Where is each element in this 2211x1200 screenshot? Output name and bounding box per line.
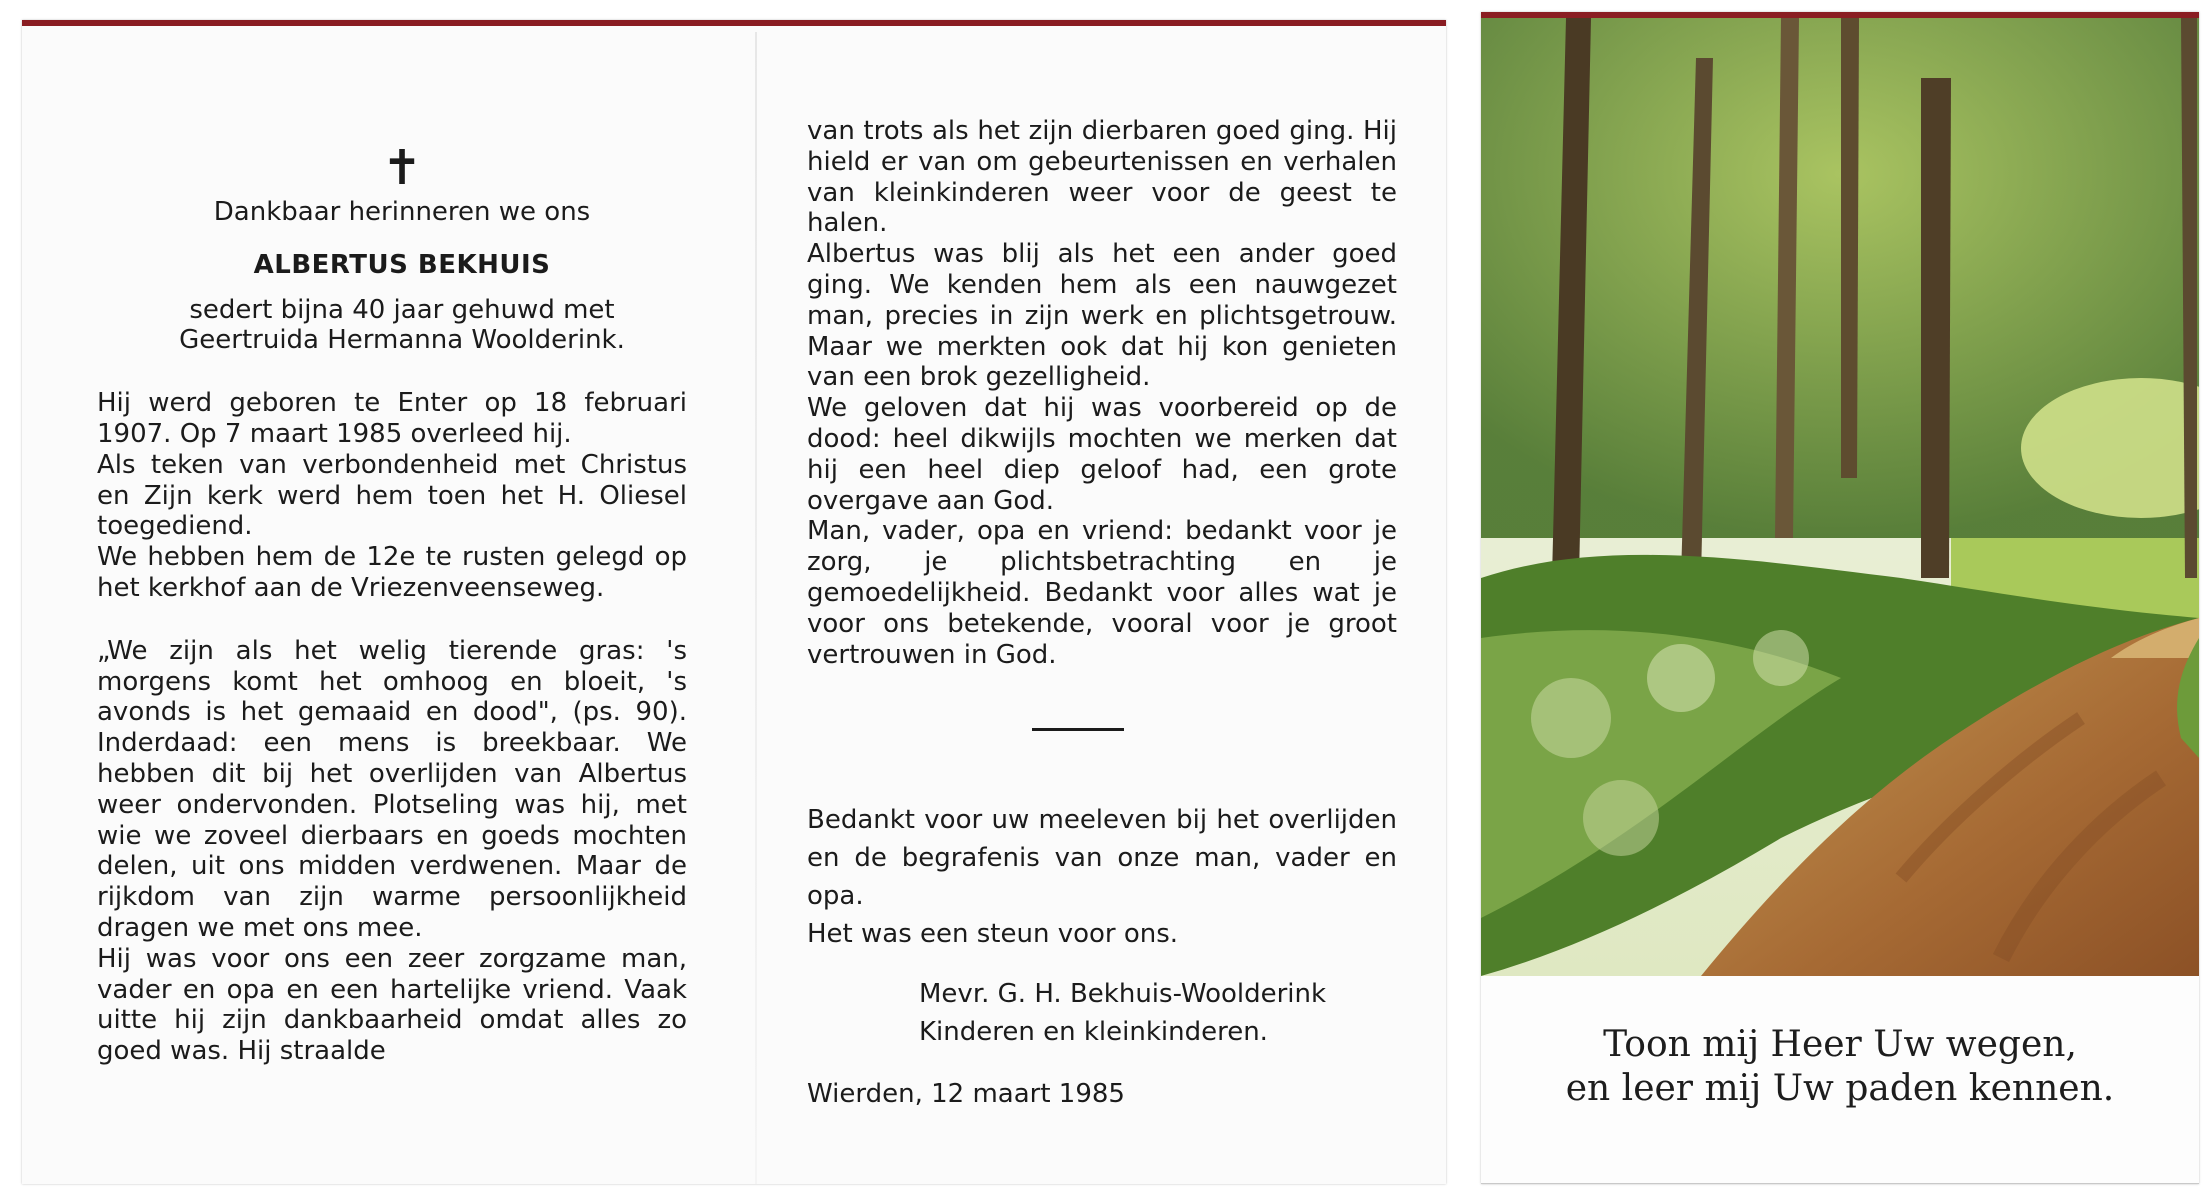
bible-verse	[1481, 1023, 2199, 1111]
card-bottom-edge	[1481, 1183, 2199, 1184]
middle-page	[807, 116, 1397, 1110]
memorial-card-back	[1481, 12, 2199, 1184]
quote-paragraph: „We zijn als het welig tierende gras: 's morgens komt het omhoog en bloeit, 's avonds is het gemaaid en dood", (ps. 90). Inderdaad: een mens is breekbaar. We hebben dit bij het overlijden van Albertus weer ondervonden. Plotseling was hij, met wie we zoveel dierbaars en goeds mochten delen, uit ons midden verdwenen. Maar de rijkdom van zijn warme persoonlijkheid dragen we met ons mee.	[97, 635, 687, 943]
card-fold	[755, 32, 757, 1184]
signature-block	[919, 975, 1397, 1051]
forest-path-illustration	[1481, 18, 2199, 976]
deceased-name: ALBERTUS BEKHUIS	[253, 249, 551, 280]
bio-paragraph-1: Hij werd geboren te Enter op 18 februari 1907. Op 7 maart 1985 overleed hij.	[97, 388, 687, 449]
place-date: Wierden, 12 maart 1985	[807, 1079, 1125, 1110]
left-page	[97, 141, 687, 1067]
tribute-continued-3: We geloven dat hij was voorbereid op de dood: heel dikwijls mochten we merken dat hij een heel diep geloof had, een grote overgave aan God.	[807, 393, 1397, 516]
forest-path-photo	[1481, 18, 2199, 976]
verse-line-2: en leer mij Uw paden kennen.	[1565, 1068, 2115, 1109]
thanks-closing: Het was een steun voor ons.	[807, 919, 1179, 950]
married-line-1: sedert bijna 40 jaar gehuwd met	[189, 294, 615, 325]
cross-icon: ✝	[381, 140, 423, 196]
bio-paragraph-2: Als teken van verbondenheid met Christus en Zijn kerk werd hem toen het H. Oliesel toegediend.	[97, 449, 687, 542]
intro-text: Dankbaar herinneren we ons	[213, 197, 591, 227]
bio-paragraph-3: We hebben hem de 12e te rusten gelegd op het kerkhof aan de Vriezenveenseweg.	[97, 542, 687, 603]
tribute-continued-4: Man, vader, opa en vriend: bedankt voor je zorg, je plichtsbetrachting en je gemoedelijkheid. Bedankt voor alles wat je voor ons betekende, vooral voor je groot vertrouwen in God.	[807, 516, 1397, 670]
verse-line-1: Toon mij Heer Uw wegen,	[1603, 1024, 2077, 1065]
tribute-continued-1: van trots als het zijn dierbaren goed ging. Hij hield er van om gebeurtenissen en verhalen van kleinkinderen weer voor de geest te halen.	[807, 116, 1397, 239]
divider-rule	[1032, 728, 1124, 731]
married-line-2: Geertruida Hermanna Woolderink.	[179, 325, 625, 356]
signature-line-1: Mevr. G. H. Bekhuis-Woolderink	[919, 979, 1327, 1010]
signature-line-2: Kinderen en kleinkinderen.	[919, 1017, 1268, 1048]
tribute-continued-2: Albertus was blij als het een ander goed ging. We kenden hem als een nauwgezet man, precies in zijn werk en plichtsgetrouw. Maar we merkten ook dat hij kon genieten van een brok gezelligheid.	[807, 239, 1397, 393]
memorial-card-inside	[22, 20, 1446, 1184]
thanks-paragraph: Bedankt voor uw meeleven bij het overlijden en de begrafenis van onze man, vader en opa.	[807, 805, 1397, 912]
tribute-paragraph: Hij was voor ons een zeer zorgzame man, vader en opa en een hartelijke vriend. Vaak uitte hij zijn dankbaarheid omdat alles zo goed was. Hij straalde	[97, 943, 687, 1067]
